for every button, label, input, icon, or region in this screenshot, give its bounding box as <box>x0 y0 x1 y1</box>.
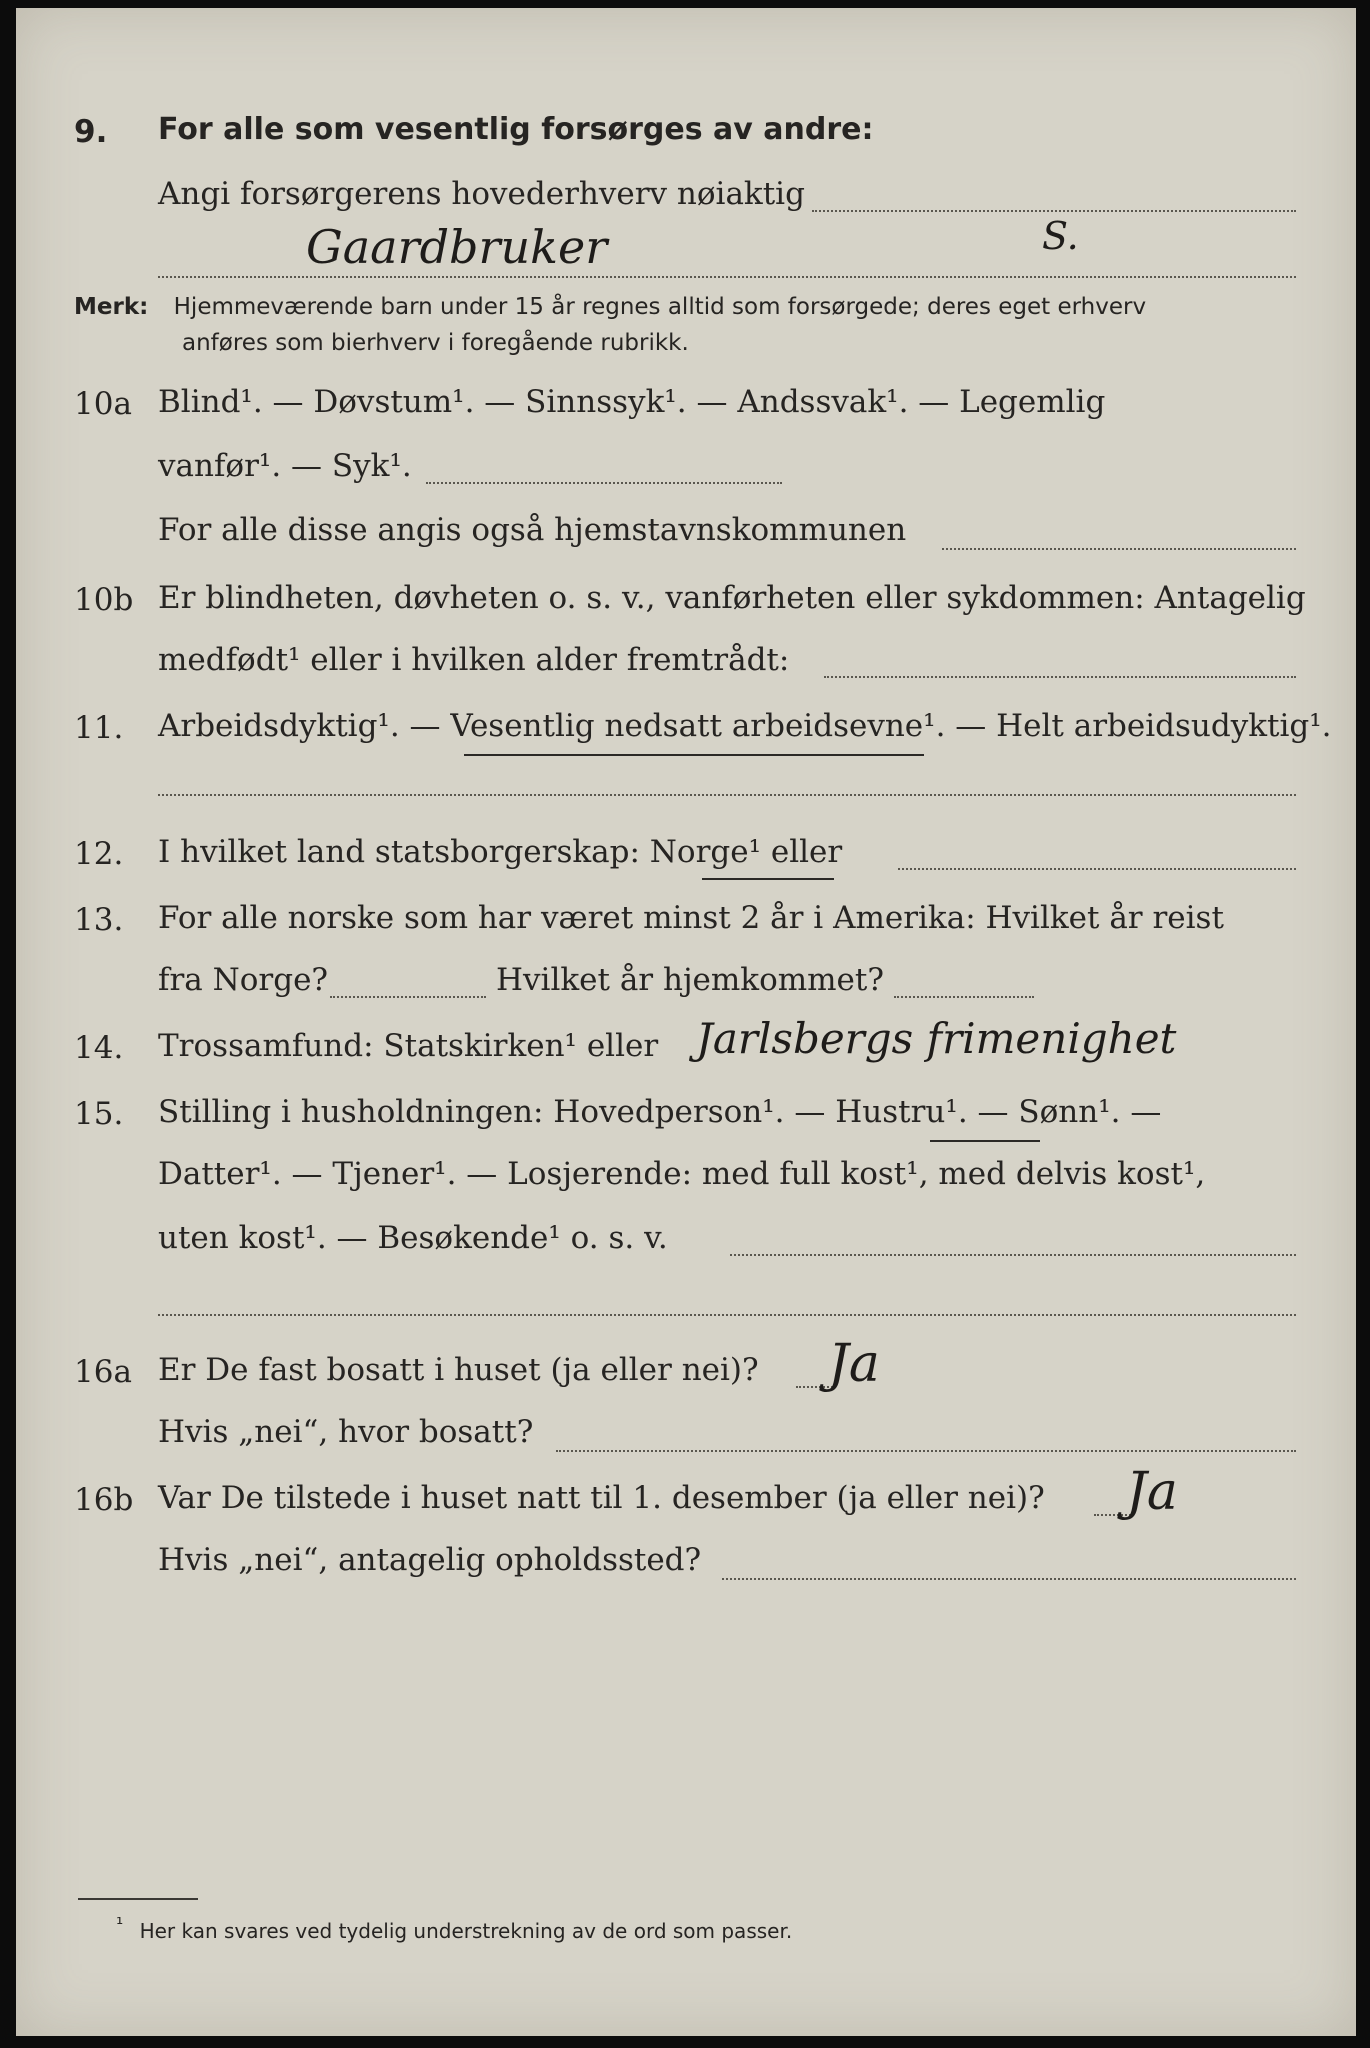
q13-right-fill-line <box>894 996 1034 998</box>
footnote-marker: ¹ <box>116 1914 124 1935</box>
q9-handwritten-mark: S. <box>1042 214 1079 258</box>
q13-left-fill-line <box>330 996 486 998</box>
q10a-line2: vanfør¹. — Syk¹. <box>158 448 412 484</box>
q9-answer-line <box>158 276 1296 278</box>
q10b-number: 10b <box>74 582 134 618</box>
q13-line2b: Hvilket år hjemkommet? <box>496 962 884 998</box>
q14-row <box>16 1014 1356 1080</box>
q16b-line2-row <box>16 1538 1356 1594</box>
q16b-line2: Hvis „nei“, antagelig opholdssted? <box>158 1542 702 1578</box>
q11-line1: Arbeidsdyktig¹. — Vesentlig nedsatt arbeidsevne¹. — Helt arbeidsudyktig¹. <box>158 708 1332 744</box>
q9-row <box>16 108 1356 164</box>
q16b-row <box>16 1462 1356 1532</box>
q15-fill-line <box>730 1254 1296 1256</box>
q12-row <box>16 830 1356 886</box>
q16a-row <box>16 1334 1356 1404</box>
footnote-separator <box>78 1898 198 1900</box>
q15-line1: Stilling i husholdningen: Hovedperson¹. — Hustru¹. — Sønn¹. — <box>158 1094 1162 1130</box>
q13-line2a: fra Norge? <box>158 962 329 998</box>
q15-blank-line <box>158 1314 1296 1316</box>
q13-line2-row <box>16 958 1356 1014</box>
q11-underline-mark <box>464 754 924 756</box>
q16a-line1: Er De fast bosatt i huset (ja eller nei)? <box>158 1352 759 1388</box>
q10a-fill-line <box>426 482 782 484</box>
q10b-row <box>16 576 1356 632</box>
q10b-fill-line <box>824 676 1296 678</box>
q11-number: 11. <box>74 710 124 746</box>
footnote <box>116 1914 792 1943</box>
q11-row <box>16 704 1356 760</box>
q10a-row <box>16 380 1356 436</box>
q12-fill-line <box>898 868 1296 870</box>
q12-number: 12. <box>74 836 124 872</box>
merk-note-line1 <box>74 294 1146 320</box>
q12-line1: I hvilket land statsborgerskap: Norge¹ eller <box>158 834 843 870</box>
q16a-line2: Hvis „nei“, hvor bosatt? <box>158 1414 534 1450</box>
merk-text-line1: Hjemmeværende barn under 15 år regnes alltid som forsørgede; deres eget erhverv <box>173 294 1147 320</box>
q10b-line1: Er blindheten, døvheten o. s. v., vanførheten eller sykdommen: Antagelig <box>158 580 1306 616</box>
q12-underline-mark <box>702 878 834 880</box>
q10b-line2-row <box>16 638 1356 694</box>
q14-handwritten-answer: Jarlsbergs frimenighet <box>696 1014 1177 1063</box>
q13-line1: For alle norske som har været minst 2 år i Amerika: Hvilket år reist <box>158 900 1224 936</box>
census-form-page <box>16 8 1356 2036</box>
q13-row <box>16 896 1356 952</box>
q15-line2: Datter¹. — Tjener¹. — Losjerende: med full kost¹, med delvis kost¹, <box>158 1156 1206 1192</box>
q15-row <box>16 1090 1356 1146</box>
merk-label: Merk: <box>74 294 149 320</box>
q9-number: 9. <box>74 114 108 150</box>
q15-line3: uten kost¹. — Besøkende¹ o. s. v. <box>158 1220 668 1256</box>
q14-number: 14. <box>74 1030 124 1066</box>
q11-blank-line <box>158 794 1296 796</box>
q15-number: 15. <box>74 1096 124 1132</box>
q15-line2-row <box>16 1152 1356 1208</box>
q10a-line3-row <box>16 508 1356 564</box>
merk-text-line2: anføres som bierhverv i foregående rubrikk. <box>182 330 689 356</box>
q16b-where-fill-line <box>722 1578 1296 1580</box>
q13-number: 13. <box>74 902 124 938</box>
q10a-home-fill-line <box>942 548 1296 550</box>
q16b-line1: Var De tilstede i huset natt til 1. desember (ja eller nei)? <box>158 1480 1045 1516</box>
q9-fill-line <box>812 210 1296 212</box>
q10a-number: 10a <box>74 386 132 422</box>
q16a-number: 16a <box>74 1354 132 1390</box>
q9-handwritten-answer: Gaardbruker <box>306 220 608 274</box>
q15-underline-mark <box>930 1140 1040 1142</box>
q10a-line2-row <box>16 444 1356 500</box>
q9-title: For alle som vesentlig forsørges av andre: <box>158 112 874 147</box>
q10b-line2: medfødt¹ eller i hvilken alder fremtrådt: <box>158 642 790 678</box>
q15-line3-row <box>16 1216 1356 1272</box>
q14-line1: Trossamfund: Statskirken¹ eller <box>158 1028 659 1064</box>
q16a-where-fill-line <box>556 1450 1296 1452</box>
footnote-text: Her kan svares ved tydelig understrekning av de ord som passer. <box>139 1918 793 1943</box>
q10a-line3: For alle disse angis også hjemstavnskommunen <box>158 512 907 548</box>
q16b-number: 16b <box>74 1482 134 1518</box>
q16a-line2-row <box>16 1410 1356 1466</box>
q9-line2-text: Angi forsørgerens hovederhverv nøiaktig <box>158 176 805 212</box>
q9-answer-row <box>16 214 1356 276</box>
q10a-line1: Blind¹. — Døvstum¹. — Sinnssyk¹. — Andssvak¹. — Legemlig <box>158 384 1106 420</box>
q16b-handwritten-answer: Ja <box>1126 1462 1178 1522</box>
q16a-handwritten-answer: Ja <box>828 1334 880 1394</box>
